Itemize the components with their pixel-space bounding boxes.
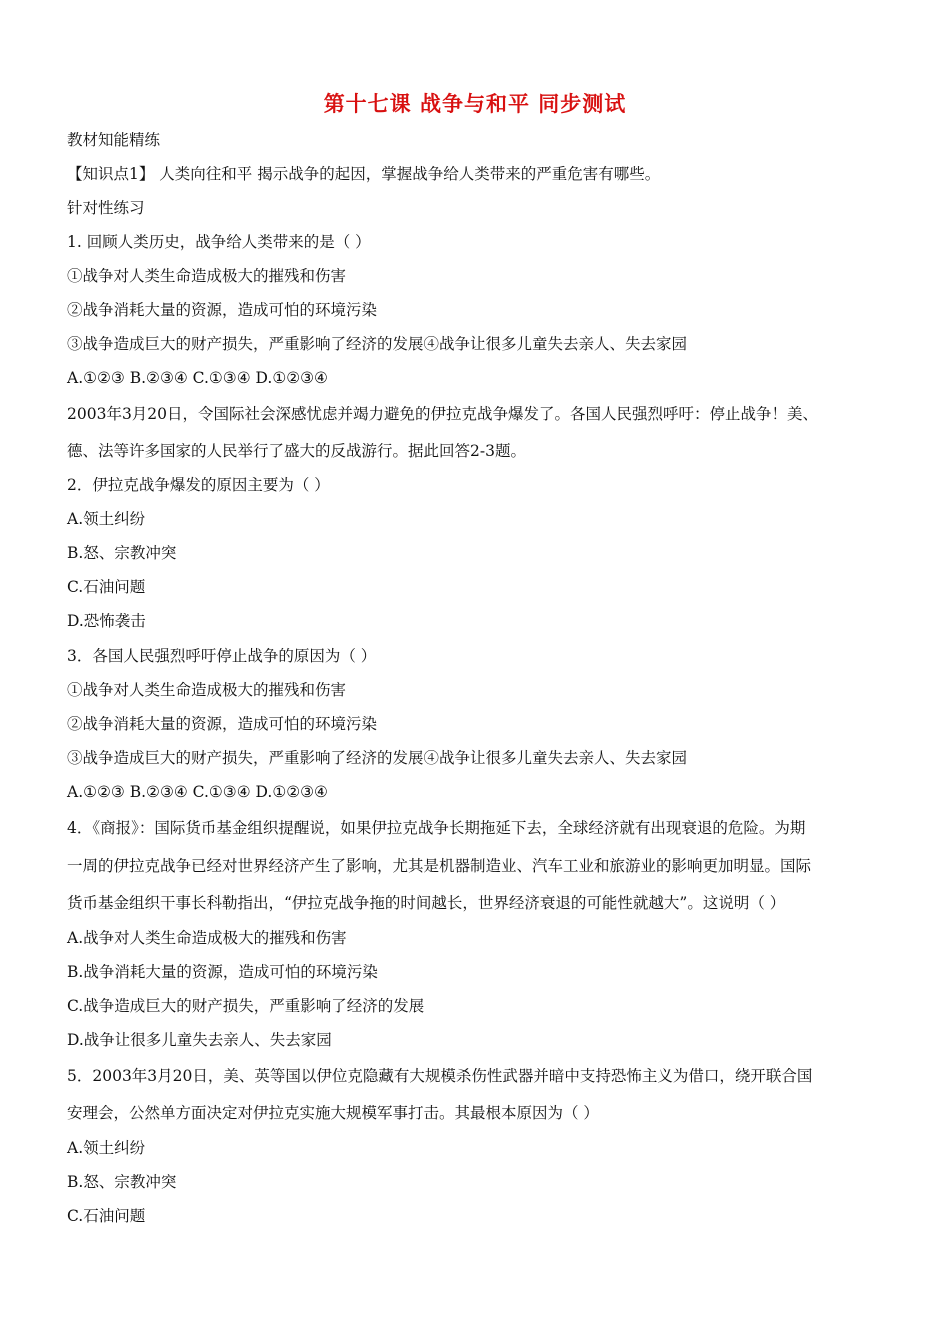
option: B.怒、宗教冲突 bbox=[67, 544, 177, 562]
question-1: 1. 回顾人类历史，战争给人类带来的是（ ） bbox=[67, 233, 371, 251]
statement: ③战争造成巨大的财产损失，严重影响了经济的发展④战争让很多儿童失去亲人、失去家园 bbox=[67, 749, 688, 767]
statement: ③战争造成巨大的财产损失，严重影响了经济的发展④战争让很多儿童失去亲人、失去家园 bbox=[67, 335, 688, 353]
statement: ②战争消耗大量的资源，造成可怕的环境污染 bbox=[67, 715, 378, 733]
passage: 2003年3月20日，令国际社会深感忧虑并竭力避免的伊拉克战争爆发了。各国人民强烈呼吁：停止战争！美、 bbox=[67, 405, 819, 423]
option: A.领土纠纷 bbox=[67, 510, 146, 528]
option: C.战争造成巨大的财产损失，严重影响了经济的发展 bbox=[67, 997, 425, 1015]
question-5: 5．2003年3月20日，美、英等国以伊位克隐藏有大规模杀伤性武器并暗中支持恐怖主义为借口，绕开联合国 bbox=[67, 1067, 813, 1085]
option: B.战争消耗大量的资源，造成可怕的环境污染 bbox=[67, 963, 378, 981]
question-4: 一周的伊拉克战争已经对世界经济产生了影响，尤其是机器制造业、汽车工业和旅游业的影响更加明显。国际 bbox=[67, 857, 812, 875]
section-heading: 针对性练习 bbox=[67, 199, 145, 217]
option: C.石油问题 bbox=[67, 1207, 146, 1225]
page-title: 第十七课 战争与和平 同步测试 bbox=[323, 92, 627, 116]
option: D.战争让很多儿童失去亲人、失去家园 bbox=[67, 1031, 332, 1049]
question-2: 2．伊拉克战争爆发的原因主要为（ ） bbox=[67, 476, 330, 494]
option: C.石油问题 bbox=[67, 578, 146, 596]
knowledge-point: 【知识点1】 人类向往和平 揭示战争的起因，掌握战争给人类带来的严重危害有哪些。 bbox=[67, 165, 661, 183]
option: A.战争对人类生命造成极大的摧残和伤害 bbox=[67, 929, 347, 947]
statement: ②战争消耗大量的资源，造成可怕的环境污染 bbox=[67, 301, 378, 319]
statement: ①战争对人类生命造成极大的摧残和伤害 bbox=[67, 681, 347, 699]
option: A.领土纠纷 bbox=[67, 1139, 146, 1157]
question-3: 3．各国人民强烈呼吁停止战争的原因为（ ） bbox=[67, 647, 377, 665]
option: B.怒、宗教冲突 bbox=[67, 1173, 177, 1191]
section-heading: 教材知能精练 bbox=[67, 131, 161, 149]
question-4: 货币基金组织干事长科勒指出，“伊拉克战争拖的时间越长，世界经济衰退的可能性就越大”。这说明（ ） bbox=[67, 894, 786, 912]
question-5: 安理会，公然单方面决定对伊拉克实施大规模军事打击。其最根本原因为（ ） bbox=[67, 1104, 599, 1122]
passage: 德、法等许多国家的人民举行了盛大的反战游行。据此回答2-3题。 bbox=[67, 442, 526, 460]
question-4: 4．《商报》：国际货币基金组织提醒说，如果伊拉克战争长期拖延下去，全球经济就有出现衰退的危险。为期 bbox=[67, 819, 806, 837]
option: D.恐怖袭击 bbox=[67, 612, 146, 630]
answer-options: A.①②③ B.②③④ C.①③④ D.①②③④ bbox=[67, 783, 328, 801]
answer-options: A.①②③ B.②③④ C.①③④ D.①②③④ bbox=[67, 369, 328, 387]
statement: ①战争对人类生命造成极大的摧残和伤害 bbox=[67, 267, 347, 285]
